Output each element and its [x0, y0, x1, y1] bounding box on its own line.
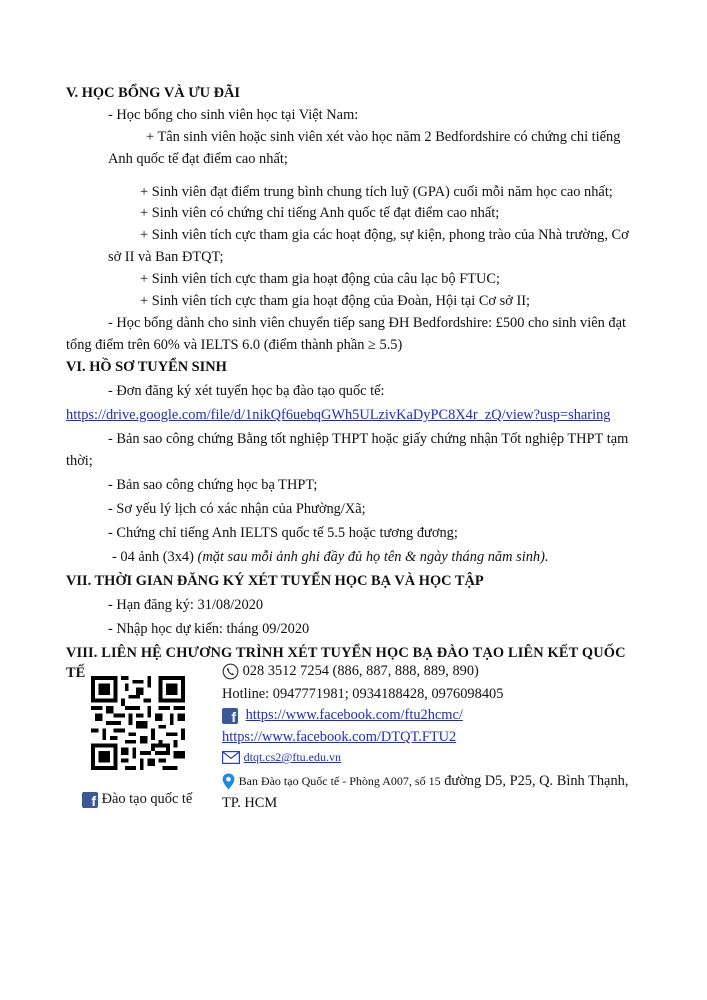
doc-item: - Sơ yếu lý lịch có xác nhận của Phường/Xã; [108, 501, 366, 517]
section-8-title-cont: TẾ [66, 665, 86, 681]
application-form-label: - Đơn đăng ký xét tuyển học bạ đào tạo quốc tế: [108, 383, 385, 399]
facebook-link-ftu2hcmc[interactable]: https://www.facebook.com/ftu2hcmc/ [245, 707, 463, 723]
transfer-scholarship-cont: tổng điểm trên 60% và IELTS 6.0 (điểm thành phần ≥ 5.5) [66, 337, 403, 353]
email-link[interactable]: dtqt.cs2@ftu.edu.vn [243, 750, 341, 764]
qr-code-image [91, 676, 185, 770]
scholarship-item-cont: sở II và Ban ĐTQT; [108, 249, 224, 265]
location-pin-icon [222, 773, 235, 790]
qr-caption-text: Đào tạo quốc tế [101, 791, 193, 807]
phone-icon [222, 663, 239, 680]
application-form-link-row [66, 406, 610, 424]
photos-note: (mặt sau mỗi ảnh ghi đầy đủ họ tên & ngày tháng năm sinh). [197, 549, 549, 565]
email-icon [222, 751, 240, 764]
doc-item-cont: thời; [66, 453, 93, 469]
section-5-title: V. HỌC BỔNG VÀ ƯU ĐÃI [66, 85, 241, 101]
facebook-link-row [222, 728, 456, 746]
section-6-title: VI. HỒ SƠ TUYỂN SINH [66, 359, 227, 375]
doc-item: - Chứng chỉ tiếng Anh IELTS quốc tế 5.5 hoặc tương đương; [108, 525, 458, 541]
scholarship-intro: - Học bổng cho sinh viên học tại Việt Nam: [108, 107, 359, 123]
scholarship-item: + Sinh viên tích cực tham gia các hoạt động, sự kiện, phong trào của Nhà trường, Cơ [140, 227, 629, 243]
doc-item: - Bản sao công chứng Bằng tốt nghiệp THPT hoặc giấy chứng nhận Tốt nghiệp THPT tạm [108, 431, 629, 447]
email-row [222, 748, 341, 766]
hotline: Hotline: 0947771981; 0934188428, 0976098405 [222, 686, 504, 702]
phone-row [222, 662, 479, 680]
photos-label: - 04 ảnh (3x4) [112, 549, 194, 565]
registration-deadline: - Hạn đăng ký: 31/08/2020 [108, 597, 264, 613]
scholarship-item-cont: Anh quốc tế đạt điểm cao nhất; [108, 151, 288, 167]
address-street: đường D5, P25, Q. Bình Thạnh, [440, 773, 629, 789]
phone-number: 028 3512 7254 (886, 887, 888, 889, 890) [242, 663, 479, 679]
address-office: Ban Đào tạo Quốc tế - Phòng A007, số 15 [238, 774, 441, 788]
doc-item: - Bản sao công chứng học bạ THPT; [108, 477, 318, 493]
facebook-row [222, 706, 463, 724]
facebook-icon: f [222, 708, 238, 724]
transfer-scholarship: - Học bổng dành cho sinh viên chuyển tiếp sang ĐH Bedfordshire: £500 cho sinh viên đạt [108, 315, 626, 331]
section-8-title: VIII. LIÊN HỆ CHƯƠNG TRÌNH XÉT TUYỂN HỌC BẠ ĐÀO TẠO LIÊN KẾT QUỐC [66, 645, 626, 661]
qr-caption [82, 790, 192, 808]
scholarship-item: + Tân sinh viên hoặc sinh viên xét vào học năm 2 Bedfordshire có chứng chỉ tiếng [146, 129, 621, 145]
facebook-icon: f [82, 792, 98, 808]
section-7-title: VII. THỜI GIAN ĐĂNG KÝ XÉT TUYỂN HỌC BẠ VÀ HỌC TẬP [66, 573, 484, 589]
address-row [222, 772, 628, 790]
address-city: TP. HCM [222, 795, 278, 811]
application-form-link[interactable]: https://drive.google.com/file/d/1nikQf6uebqGWh5ULzivKaDyPC8X4r_zQ/view?usp=sharing [66, 407, 611, 423]
scholarship-item: + Sinh viên đạt điểm trung bình chung tích luỹ (GPA) cuối mỗi năm học cao nhất; [140, 184, 613, 200]
scholarship-item: + Sinh viên tích cực tham gia hoạt động của Đoàn, Hội tại Cơ sở II; [140, 293, 531, 309]
scholarship-item: + Sinh viên có chứng chỉ tiếng Anh quốc tế đạt điểm cao nhất; [140, 205, 500, 221]
enrollment-date: - Nhập học dự kiến: tháng 09/2020 [108, 621, 310, 637]
scholarship-item: + Sinh viên tích cực tham gia hoạt động của câu lạc bộ FTUC; [140, 271, 501, 287]
facebook-link-dtqt[interactable]: https://www.facebook.com/DTQT.FTU2 [222, 729, 457, 745]
doc-item-photos [112, 548, 549, 566]
